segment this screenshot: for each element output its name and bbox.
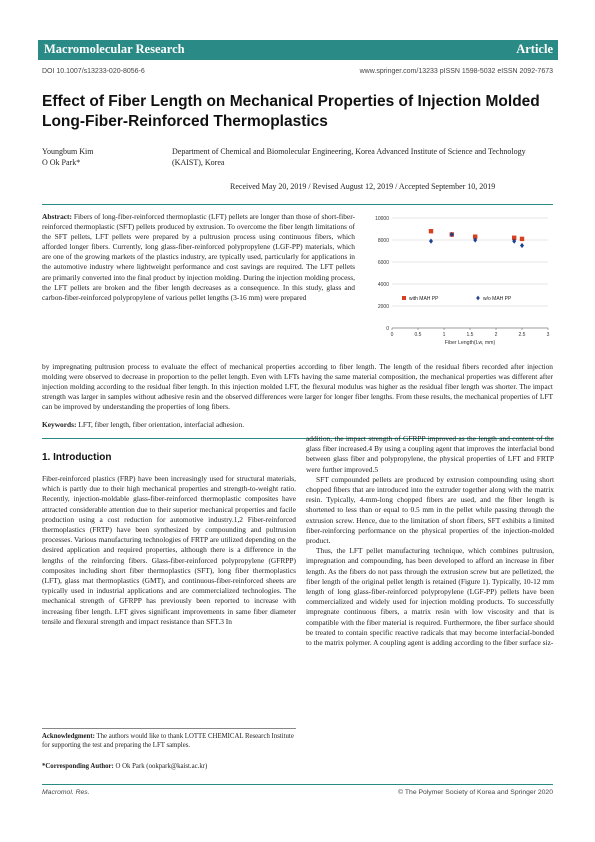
intro-left-column [42, 474, 296, 627]
x-tick-label: 2 [494, 332, 498, 338]
abstract-text [42, 212, 355, 303]
y-tick-label: 2000 [377, 304, 389, 310]
y-tick-label: 10000 [375, 216, 389, 222]
y-tick-label: 8000 [377, 238, 389, 244]
acknowledgment-label: Acknowledgment: [42, 733, 95, 740]
acknowledgment [42, 732, 296, 751]
journal-name: Macromolecular Research [44, 42, 185, 56]
y-tick-label: 6000 [377, 260, 389, 266]
data-point-square [429, 229, 433, 233]
article-title: Effect of Fiber Length on Mechanical Properties of Injection Molded Long-Fiber-Reinforced Thermoplastics [42, 93, 540, 130]
data-point-square [520, 237, 524, 241]
section-heading: 1. Introduction [42, 452, 112, 463]
x-tick-label: 1 [442, 332, 446, 338]
x-tick-label: 0 [390, 332, 394, 338]
legend-marker [402, 296, 406, 300]
data-point-diamond [429, 239, 433, 244]
author-name: O Ok Park* [42, 158, 81, 167]
fiber-length-chart [362, 210, 554, 362]
doi-link[interactable]: DOI 10.1007/s13233-020-8056-6 [42, 68, 145, 75]
author-list [42, 146, 93, 168]
corresponding-label: *Corresponding Author: [42, 763, 114, 770]
footnote-divider [42, 728, 296, 729]
journal-abbrev: Macromol. Res. [42, 789, 90, 796]
divider [42, 204, 553, 205]
y-tick-label: 4000 [377, 282, 389, 288]
x-tick-label: 3 [546, 332, 550, 338]
data-point-diamond [520, 243, 524, 248]
abstract-part1: Fibers of long-fiber-reinforced thermoplastic (LFT) pellets are longer than those of short-fiber-reinforced thermoplastic (SFT) pellets produced by extrusion. To overcome the fiber length limitations of the SFT pellets, LFT pellets were prepared by a pultrusion process using continuous fibers, which afforded longer fibers. Currently, long glass-fiber-reinforced polypropylene (LGF-PP) materials, which are one of the growing markets of the plastics industry, are typically used, particularly for applications in the automotive industry where lightweight performance and cost savings are required. The LFT pellets are primarily converted into the final product by injection molding. During the injection molding process, the LFT pellets are broken and the fiber length decreases as a consequence. In this study, glass and carbon-fiber-reinforced polypropylene of various pellet lengths (3-16 mm) were prepared [42, 212, 355, 302]
copyright: © The Polymer Society of Korea and Springer 2020 [398, 789, 553, 796]
x-tick-label: 2.5 [518, 332, 526, 338]
legend-label: with MAH PP [409, 296, 439, 302]
legend-marker [476, 296, 480, 301]
paragraph: SFT compounded pellets are produced by extrusion compounding using short chopped fibers that are introduced into the extruder together along with the matrix resin. Typically, 4-mm-long chopped fibers are used, and the fiber length is shortened to less than or equal to 0.5 mm in the pellet while passing through the extrusion screw. Hence, due to the limitation of short fibers, SFT exhibits a limited fiber-reinforcing performance on the physical properties of the injection-molded product. [306, 474, 554, 546]
paragraph: Fiber-reinforced plastics (FRP) have been increasingly used for structural materials, which is partly due to their high mechanical properties and strength-to-weight ratio. Recently, injection-moldable glass-fiber-reinforced thermoplastic composites have attracted considerable attention due to their superior mechanical properties and facile production using a cost reduction for automotive industry.1,2 Fiber-reinforced thermoplastics (FRTP) have been synthesized by compounding and pultrusion processes. Various manufacturing technologies of FRTP are utilized depending on the desired application and required properties, although there is a difference in the lengths of the reinforcing fibers. Glass-fiber-reinforced polypropylene (GFRPP) composites including short fiber thermoplastics (SFT), long fiber thermoplastics (LFT), glass mat thermoplastics (GMT), and continuous-fiber-reinforced sheets are typically used in industrial applications and are commercialized technologies. The mechanical strength of GFRPP has previously been reported to increase with increasing fiber length. LFT gives significant improvements in same fiber diameter tensile and flexural strength and impact resistance than SFT.3 In [42, 474, 296, 626]
acknowledgment-text: The authors would like to thank LOTTE CHEMICAL Research Institute for supporting the test and preparing the LFT samples. [42, 733, 294, 750]
x-tick-label: 1.5 [466, 332, 474, 338]
x-axis-label: Fiber Length(Lw, mm) [444, 340, 496, 346]
paragraph: addition, the impact strength of GFRPP improved as the length and content of the glass fiber increased.4 By using a coupling agent that improves the interfacial bond between glass fiber and polypropylene, the physical properties of LFT and FRTP were further improved.5 [306, 434, 554, 474]
keywords-text: LFT, fiber length, fiber orientation, interfacial adhesion. [78, 420, 245, 429]
abstract-label: Abstract: [42, 212, 72, 221]
intro-right-column [306, 434, 554, 648]
x-tick-label: 0.5 [414, 332, 422, 338]
keywords [42, 420, 553, 429]
affiliation: Department of Chemical and Biomolecular Engineering, Korea Advanced Institute of Science and Technology (KAIST), Korea [172, 147, 526, 167]
issn-info: www.springer.com/13233 pISSN 1598-5032 eISSN 2092-7673 [359, 68, 553, 75]
abstract-continued: by impregnating pultrusion process to evaluate the effect of mechanical properties according to fiber length. The length of the residual fibers recorded after injection molding were observed to decrease in proportion to the pellet length. Even with LFTs having the same material composition, the mechanical properties was different after injection molding according to the residual fiber length. In this injection molded LFT, the flexural modulus was higher as the residual fiber length was shorter. The impact strength was larger in samples without adhesive resin and the observed differences were larger for longer fiber lengths. From these results, the mechanical properties of LFT can be improved by understanding the properties of long fibers. [42, 362, 553, 412]
corresponding-text: O Ok Park (ookpark@kaist.ac.kr) [115, 763, 208, 770]
received-dates: Received May 20, 2019 / Revised August 12, 2019 / Accepted September 10, 2019 [230, 182, 496, 191]
corresponding-author [42, 762, 296, 771]
keywords-label: Keywords: [42, 420, 77, 429]
article-type-label: Article [516, 42, 553, 56]
divider [42, 784, 553, 785]
author-name: Youngbum Kim [42, 147, 94, 156]
y-tick-label: 0 [386, 326, 389, 332]
legend-label: w/o MAH PP [483, 296, 512, 302]
paragraph: Thus, the LFT pellet manufacturing technique, which combines pultrusion, impregnation and compounding, has been developed to afford an increase in fiber length. As the fibers do not pass through the extrusion screw but are pelletized, the fiber length of the original pellet length is retained (Figure 1). Typically, 10-12 mm length of long glass-fiber-reinforced polypropylene (LGF-PP) pellets have been commercialized and widely used for injection molding products. To successfully impregnate continuous fibers, a matrix resin with low viscosity and that is compatible with the fiber material is required. Furthermore, the fiber surface should be treated to contain specific reactive radicals that may become interfacial-bonded to the matrix polymer. A coupling agent is adding according to the fiber surface siz- [306, 546, 554, 648]
